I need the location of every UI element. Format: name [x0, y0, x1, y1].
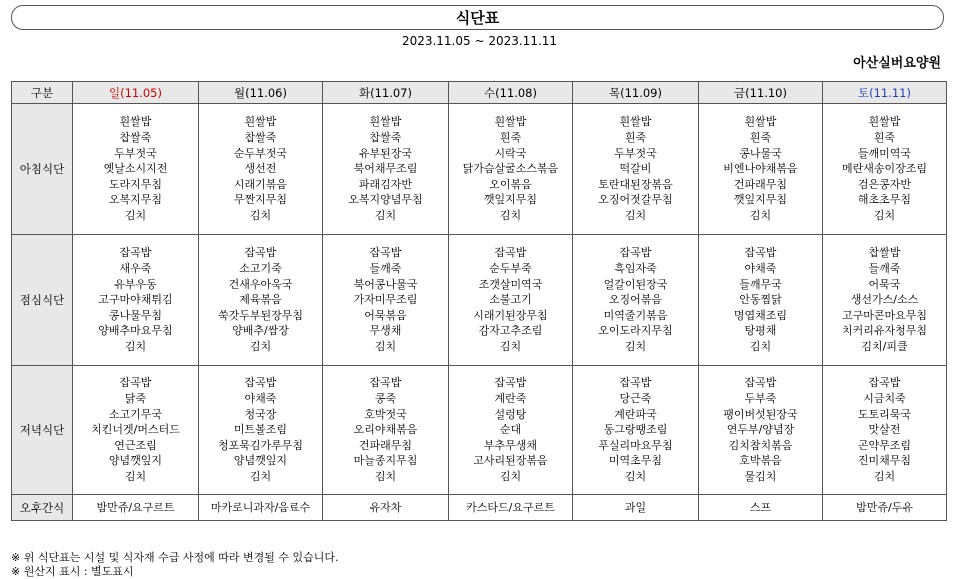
dish-item: 흰죽: [749, 131, 772, 145]
menu-cell-thu: [573, 495, 699, 521]
dish-item: 깻잎지무침: [733, 193, 788, 207]
menu-cell-sun: [73, 495, 199, 521]
dish-item: 옛날소시지전: [103, 162, 168, 176]
menu-cell-fri: [699, 235, 823, 366]
day-header-tue: 화(11.07): [323, 82, 449, 104]
menu-cell-sun: [73, 366, 199, 495]
dish-item: 오리야채볶음: [353, 423, 418, 437]
dish-item: 감자고추조림: [478, 324, 543, 338]
dish-item: 잡곡밥: [868, 376, 901, 390]
menu-cell-sat: [823, 104, 947, 235]
meal-label: 오후간식: [12, 495, 73, 521]
dish-item: 물김치: [744, 469, 777, 483]
menu-cell-tue: [323, 235, 449, 366]
dish-item: 흰쌀밥: [744, 115, 777, 129]
menu-cell-sat: [823, 495, 947, 521]
dish-item: 오징어젓갈무침: [598, 193, 673, 207]
dish-item: 오이도라지무침: [598, 324, 673, 338]
dish-item: 들깨무국: [739, 277, 782, 291]
dish-item: 김치: [124, 208, 147, 222]
meal-label: 저녁식단: [12, 366, 73, 495]
dish-item: 치킨너겟/머스터드: [91, 423, 180, 437]
dish-item: 흰죽: [873, 131, 896, 145]
dish-item: 당근죽: [619, 392, 652, 406]
menu-cell-fri: [699, 495, 823, 521]
dish-item: 얼갈이된장국: [603, 277, 668, 291]
dish-item: 유부우동: [114, 277, 157, 291]
dish-item: 고구마콘마요무침: [841, 308, 927, 322]
category-header: 구분: [12, 82, 73, 104]
dish-item: 잡곡밥: [119, 376, 152, 390]
menu-period: 2023.11.05 ~ 2023.11.11: [401, 34, 558, 48]
dish-item: 순대: [499, 423, 522, 437]
dish-item: 메란새송이장조림: [841, 162, 927, 176]
dish-item: 새우죽: [119, 262, 152, 276]
dish-item: 김치: [124, 339, 147, 353]
dish-item: 찹쌀죽: [244, 131, 277, 145]
dish-item: 치커리유자청무침: [841, 324, 927, 338]
header-row: [12, 82, 947, 104]
dish-item: 콩죽: [374, 392, 397, 406]
dish-item: 소고기무국: [108, 407, 163, 421]
dish-item: 콩나물무침: [108, 308, 163, 322]
dish-item: 토란대된장볶음: [598, 177, 673, 191]
day-header-wed: 수(11.08): [449, 82, 573, 104]
dish-item: 흰쌀밥: [119, 115, 152, 129]
dish-item: 북어채무조림: [353, 162, 418, 176]
meal-plan-table: [11, 81, 947, 521]
dish-item: 깻잎지무침: [483, 193, 538, 207]
menu-cell-wed: [449, 235, 573, 366]
dish-item: 시금치죽: [863, 392, 906, 406]
meal-row: [12, 235, 947, 366]
dish-item: 미역초무침: [608, 454, 663, 468]
dish-item: 흰쌀밥: [244, 115, 277, 129]
dish-item: 계란죽: [494, 392, 527, 406]
dish-item: 마늘종지무침: [353, 454, 418, 468]
dish-item: 고사리된장볶음: [473, 454, 548, 468]
dish-item: 야채죽: [244, 392, 277, 406]
menu-cell-tue: [323, 495, 449, 521]
dish-item: 카스타드/요구르트: [466, 500, 555, 514]
dish-item: 연두부/양념장: [726, 423, 795, 437]
menu-cell-tue: [323, 366, 449, 495]
dish-item: 곤약무조림: [857, 438, 912, 452]
menu-cell-sat: [823, 366, 947, 495]
dish-item: 흰쌀밥: [868, 115, 901, 129]
dish-item: 찹쌀죽: [369, 131, 402, 145]
meal-row: [12, 104, 947, 235]
dish-item: 떡갈비: [619, 162, 652, 176]
meal-row: [12, 366, 947, 495]
menu-cell-sun: [73, 235, 199, 366]
menu-cell-mon: [199, 495, 323, 521]
dish-item: 김치: [249, 339, 272, 353]
dish-item: 김치: [749, 339, 772, 353]
dish-item: 잡곡밥: [619, 246, 652, 260]
dish-item: 찹쌀밥: [868, 246, 901, 260]
footnote-origin-notice: ※ 원산지 표시 : 별도표시: [11, 565, 134, 578]
facility-name: 아산실버요양원: [853, 56, 941, 71]
dish-item: 들깨미역국: [857, 146, 912, 160]
day-header-sat: 토(11.11): [823, 82, 947, 104]
dish-item: 팽이버섯된장국: [723, 407, 798, 421]
dish-item: 호박젓국: [364, 407, 407, 421]
dish-item: 푸실리마요무침: [598, 438, 673, 452]
dish-item: 미역줄기볶음: [603, 308, 668, 322]
dish-item: 들깨죽: [369, 262, 402, 276]
dish-item: 밤만쥬/요구르트: [96, 500, 175, 514]
dish-item: 양배추마요무침: [98, 324, 173, 338]
dish-item: 김치: [749, 208, 772, 222]
meal-row: [12, 495, 947, 521]
dish-item: 동그랑땡조림: [603, 423, 668, 437]
dish-item: 설렁탕: [494, 407, 527, 421]
dish-item: 두부죽: [744, 392, 777, 406]
dish-item: 잡곡밥: [744, 246, 777, 260]
menu-cell-mon: [199, 104, 323, 235]
dish-item: 무짠지무침: [233, 193, 288, 207]
day-header-mon: 월(11.06): [199, 82, 323, 104]
dish-item: 순두부죽: [489, 262, 532, 276]
dish-item: 소불고기: [489, 293, 532, 307]
dish-item: 흰쌀밥: [619, 115, 652, 129]
dish-item: 어묵볶음: [364, 308, 407, 322]
dish-item: 김치: [249, 208, 272, 222]
dish-item: 해초초무침: [857, 193, 912, 207]
dish-item: 유자차: [369, 500, 402, 514]
dish-item: 탕평채: [744, 324, 777, 338]
dish-item: 쑥갓두부된장무침: [217, 308, 303, 322]
day-header-thu: 목(11.09): [573, 82, 699, 104]
menu-cell-wed: [449, 495, 573, 521]
dish-item: 오복지양념무침: [348, 193, 423, 207]
menu-cell-fri: [699, 104, 823, 235]
dish-item: 잡곡밥: [119, 246, 152, 260]
dish-item: 김치: [873, 208, 896, 222]
dish-item: 계란파국: [614, 407, 657, 421]
dish-item: 미트볼조림: [233, 423, 288, 437]
dish-item: 잡곡밥: [494, 376, 527, 390]
dish-item: 김치: [624, 339, 647, 353]
menu-cell-thu: [573, 235, 699, 366]
dish-item: 부추무생채: [483, 438, 538, 452]
dish-item: 가자미무조림: [353, 293, 418, 307]
dish-item: 김치: [499, 208, 522, 222]
dish-item: 안동찜닭: [739, 293, 782, 307]
meal-label: 아침식단: [12, 104, 73, 235]
dish-item: 김치: [374, 208, 397, 222]
dish-item: 김치: [873, 469, 896, 483]
dish-item: 김치: [624, 469, 647, 483]
dish-item: 시래기볶음: [233, 177, 288, 191]
dish-item: 김치: [499, 339, 522, 353]
dish-item: 도토리묵국: [857, 407, 912, 421]
dish-item: 건새우아욱국: [228, 277, 293, 291]
menu-cell-mon: [199, 235, 323, 366]
dish-item: 제육볶음: [239, 293, 282, 307]
dish-item: 야채죽: [744, 262, 777, 276]
dish-item: 김치/피클: [861, 339, 908, 353]
dish-item: 파래김자반: [358, 177, 413, 191]
dish-item: 잡곡밥: [619, 376, 652, 390]
menu-cell-thu: [573, 366, 699, 495]
dish-item: 양념깻잎지: [108, 454, 163, 468]
dish-item: 오징어볶음: [608, 293, 663, 307]
dish-item: 생선전: [244, 162, 277, 176]
dish-item: 잡곡밥: [494, 246, 527, 260]
dish-item: 오이볶음: [489, 177, 532, 191]
dish-item: 청국장: [244, 407, 277, 421]
dish-item: 고구마야채튀김: [98, 293, 173, 307]
dish-item: 콩나물국: [739, 146, 782, 160]
dish-item: 건파래무침: [358, 438, 413, 452]
title-box: [11, 5, 944, 30]
dish-item: 무생채: [369, 324, 402, 338]
dish-item: 잡곡밥: [744, 376, 777, 390]
dish-item: 연근조림: [114, 438, 157, 452]
menu-cell-sat: [823, 235, 947, 366]
dish-item: 김치참치볶음: [728, 438, 793, 452]
menu-cell-fri: [699, 366, 823, 495]
dish-item: 오복지무침: [108, 193, 163, 207]
dish-item: 김치: [374, 469, 397, 483]
dish-item: 시래기된장무침: [473, 308, 548, 322]
dish-item: 건파래무침: [733, 177, 788, 191]
day-header-sun: 일(11.05): [73, 82, 199, 104]
dish-item: 과일: [624, 500, 647, 514]
dish-item: 조갯살미역국: [478, 277, 543, 291]
dish-item: 들깨죽: [868, 262, 901, 276]
dish-item: 마카로니과자/음료수: [210, 500, 311, 514]
dish-item: 검은콩자반: [857, 177, 912, 191]
dish-item: 청포묵김가루무침: [217, 438, 303, 452]
footnote-change-notice: ※ 위 식단표는 시설 및 식자재 수급 사정에 따라 변경될 수 있습니다.: [11, 551, 339, 564]
menu-cell-tue: [323, 104, 449, 235]
dish-item: 김치: [624, 208, 647, 222]
dish-item: 양념깻잎지: [233, 454, 288, 468]
dish-item: 흰쌀밥: [369, 115, 402, 129]
dish-item: 소고기죽: [239, 262, 282, 276]
dish-item: 김치: [124, 469, 147, 483]
dish-item: 김치: [249, 469, 272, 483]
dish-item: 잡곡밥: [369, 376, 402, 390]
dish-item: 흰쌀밥: [494, 115, 527, 129]
dish-item: 닭죽: [124, 392, 147, 406]
dish-item: 잡곡밥: [244, 376, 277, 390]
dish-item: 김치: [499, 469, 522, 483]
dish-item: 흰죽: [624, 131, 647, 145]
dish-item: 유부된장국: [358, 146, 413, 160]
dish-item: 맛살전: [868, 423, 901, 437]
dish-item: 두부젓국: [614, 146, 657, 160]
dish-item: 김치: [374, 339, 397, 353]
meal-label: 점심식단: [12, 235, 73, 366]
dish-item: 시락국: [494, 146, 527, 160]
dish-item: 밤만쥬/두유: [856, 500, 913, 514]
dish-item: 흰죽: [499, 131, 522, 145]
dish-item: 닭가슴살굴소스볶음: [462, 162, 559, 176]
day-header-fri: 금(11.10): [699, 82, 823, 104]
dish-item: 찹쌀죽: [119, 131, 152, 145]
dish-item: 비엔나야채볶음: [723, 162, 798, 176]
page-title: 식단표: [455, 9, 500, 27]
menu-cell-wed: [449, 366, 573, 495]
dish-item: 양배추/쌈장: [232, 324, 289, 338]
dish-item: 명엽채조림: [733, 308, 788, 322]
dish-item: 잡곡밥: [369, 246, 402, 260]
dish-item: 스프: [749, 500, 772, 514]
menu-cell-wed: [449, 104, 573, 235]
dish-item: 호박볶음: [739, 454, 782, 468]
menu-cell-mon: [199, 366, 323, 495]
dish-item: 흑임자죽: [614, 262, 657, 276]
dish-item: 잡곡밥: [244, 246, 277, 260]
dish-item: 진미채무침: [857, 454, 912, 468]
dish-item: 두부젓국: [114, 146, 157, 160]
menu-cell-thu: [573, 104, 699, 235]
dish-item: 도라지무침: [108, 177, 163, 191]
dish-item: 어묵국: [868, 277, 901, 291]
dish-item: 순두부젓국: [233, 146, 288, 160]
menu-cell-sun: [73, 104, 199, 235]
dish-item: 북어콩나물국: [353, 277, 418, 291]
dish-item: 생선가스/소스: [850, 293, 919, 307]
